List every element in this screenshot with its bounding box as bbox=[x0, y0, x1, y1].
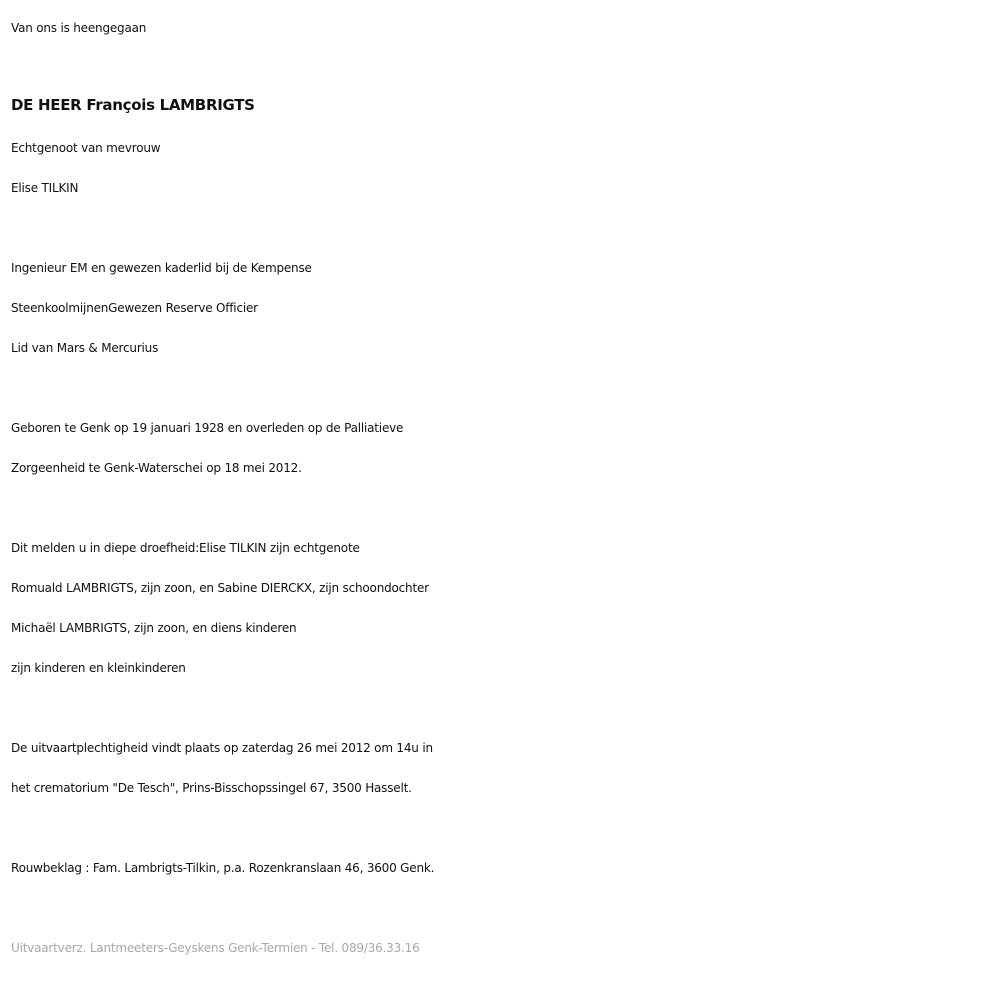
intro-text: Van ons is heengegaan bbox=[11, 21, 147, 35]
spouse-line-2: Elise TILKIN bbox=[11, 181, 79, 195]
career-line: Ingenieur EM en gewezen kaderlid bij de Kempense bbox=[11, 261, 312, 275]
spacer bbox=[11, 808, 996, 848]
career-line: Lid van Mars & Mercurius bbox=[11, 341, 159, 355]
condolences-line: Rouwbeklag : Fam. Lambrigts-Tilkin, p.a. Rozenkranslaan 46, 3600 Genk. bbox=[11, 861, 435, 875]
deceased-name: DE HEER François LAMBRIGTS bbox=[11, 96, 255, 114]
career-line: SteenkoolmijnenGewezen Reserve Officier bbox=[11, 301, 258, 315]
spacer bbox=[11, 688, 996, 728]
birth-death-line: Zorgeenheid te Genk-Waterschei op 18 mei 2012. bbox=[11, 461, 302, 475]
family-line: zijn kinderen en kleinkinderen bbox=[11, 661, 186, 675]
family-line: Dit melden u in diepe droefheid:Elise TILKIN zijn echtgenote bbox=[11, 541, 360, 555]
ceremony-line: De uitvaartplechtigheid vindt plaats op zaterdag 26 mei 2012 om 14u in bbox=[11, 741, 433, 755]
funeral-home-footer: Uitvaartverz. Lantmeeters-Geyskens Genk-Termien - Tel. 089/36.33.16 bbox=[11, 941, 420, 955]
spouse-line-1: Echtgenoot van mevrouw bbox=[11, 141, 161, 155]
obituary-notice bbox=[11, 8, 996, 968]
birth-death-line: Geboren te Genk op 19 januari 1928 en overleden op de Palliatieve bbox=[11, 421, 404, 435]
family-line: Romuald LAMBRIGTS, zijn zoon, en Sabine DIERCKX, zijn schoondochter bbox=[11, 581, 429, 595]
spacer bbox=[11, 888, 996, 928]
spacer bbox=[11, 368, 996, 408]
spacer bbox=[11, 208, 996, 248]
family-line: Michaël LAMBRIGTS, zijn zoon, en diens kinderen bbox=[11, 621, 297, 635]
ceremony-line: het crematorium "De Tesch", Prins-Bisschopssingel 67, 3500 Hasselt. bbox=[11, 781, 412, 795]
spacer bbox=[11, 488, 996, 528]
